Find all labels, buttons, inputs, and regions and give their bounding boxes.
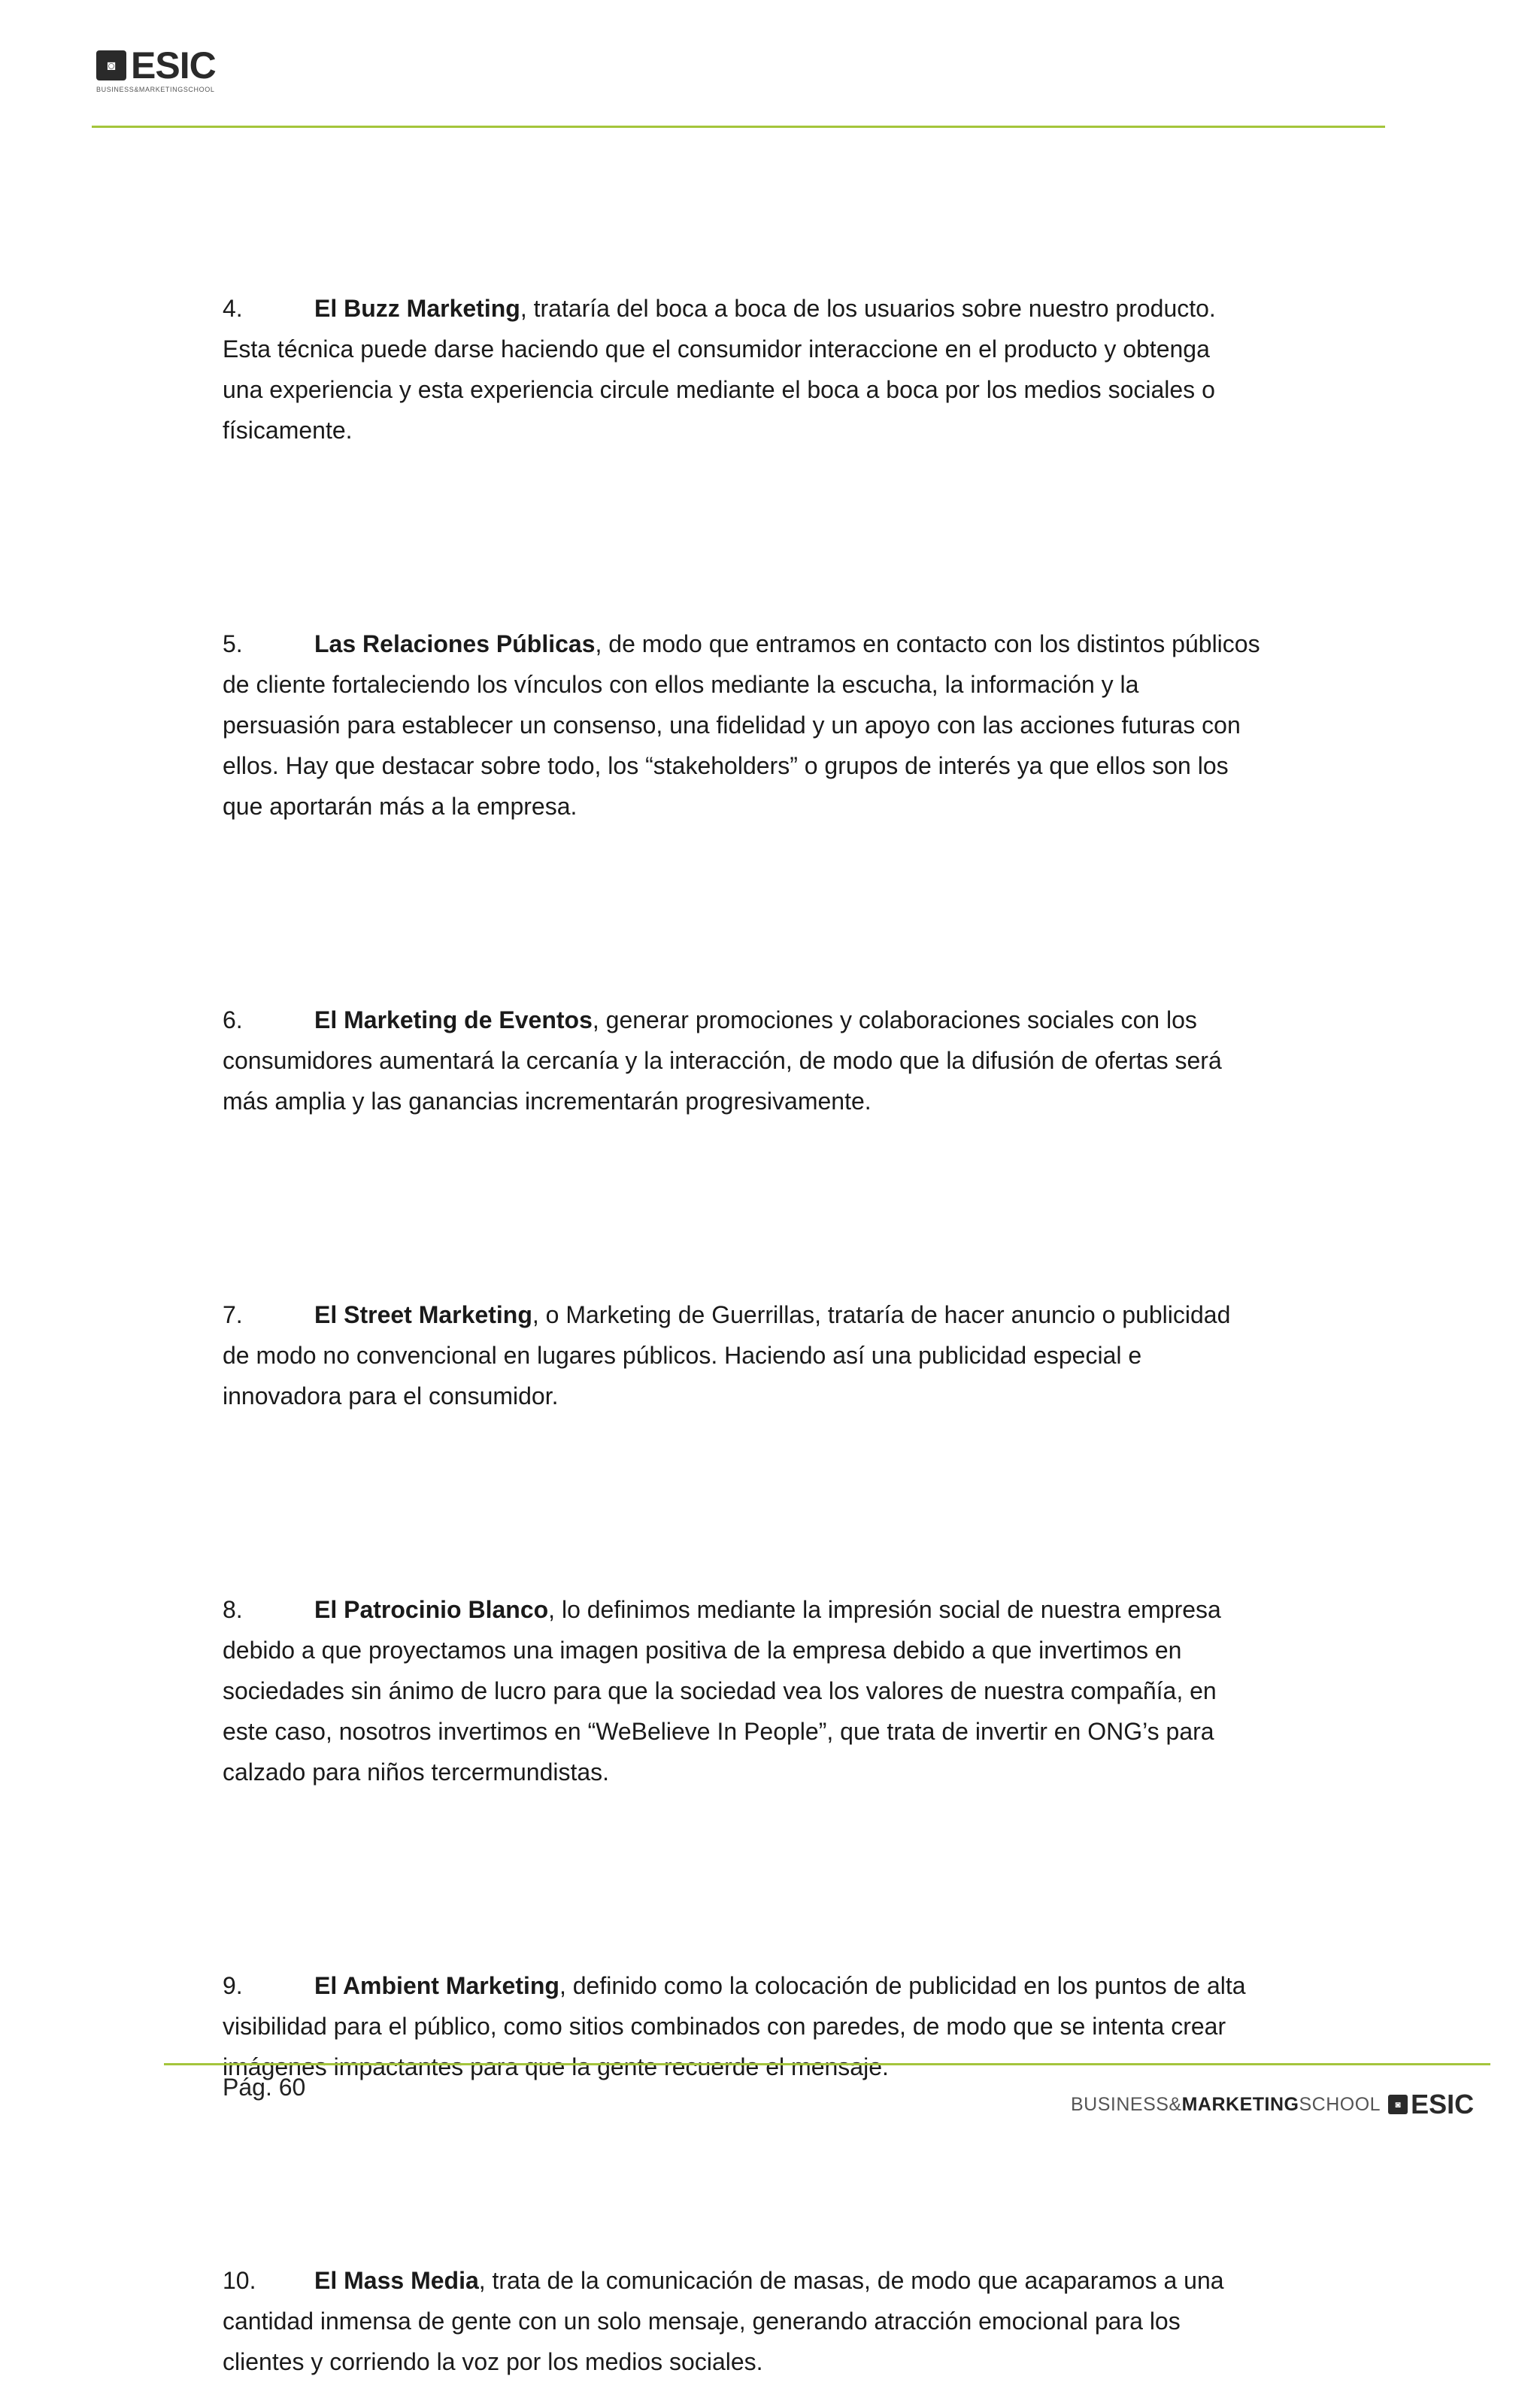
footer-logo <box>1388 2091 1474 2118</box>
item-spacer <box>223 1792 1351 1965</box>
item-text: calzado para niños tercermundistas. <box>223 1758 610 1786</box>
logo-text: ESIC <box>131 44 216 86</box>
item-spacer <box>223 1416 1351 1589</box>
item-number: 9. <box>223 1972 243 1999</box>
item-line <box>223 1376 1351 1416</box>
item-line <box>223 1630 1351 1670</box>
item-number: 5. <box>223 630 243 657</box>
item-spacer <box>223 827 1351 1000</box>
item-term: El Ambient Marketing <box>314 1972 559 1999</box>
item-text: más amplia y las ganancias incrementarán progresivamente. <box>223 1088 872 1115</box>
item-text: persuasión para establecer un consenso, una fidelidad y un apoyo con las acciones futuras con <box>223 712 1241 739</box>
footer-brand <box>1071 2091 1474 2118</box>
item-line <box>223 1752 1351 1792</box>
item-term: Las Relaciones Públicas <box>314 630 596 657</box>
item-line <box>223 1335 1351 1376</box>
item-line <box>223 1081 1351 1121</box>
item-line <box>223 369 1351 410</box>
list-item <box>223 288 1351 451</box>
item-line <box>223 410 1351 451</box>
item-text: , definido como la colocación de publicidad en los puntos de alta <box>559 1972 1246 1999</box>
item-text: clientes y corriendo la voz por los medios sociales. <box>223 2348 763 2375</box>
brand-school: SCHOOL <box>1299 2093 1381 2115</box>
item-term: El Mass Media <box>314 2267 479 2294</box>
list-item <box>223 1294 1351 1416</box>
logo-subtitle: BUSINESS&MARKETINGSCHOOL <box>96 86 215 93</box>
item-text: debido a que proyectamos una imagen positiva de la empresa debido a que invertimos en <box>223 1637 1182 1664</box>
logo-wordmark <box>96 44 216 86</box>
item-text: sociedades sin ánimo de lucro para que la sociedad vea los valores de nuestra compañía, en <box>223 1677 1217 1704</box>
item-text: de modo no convencional en lugares públicos. Haciendo así una publicidad especial e <box>223 1342 1142 1369</box>
item-text: este caso, nosotros invertimos en “WeBelieve In People”, que trata de invertir en ONG’s para <box>223 1718 1214 1745</box>
item-text: , trataría del boca a boca de los usuarios sobre nuestro producto. <box>520 295 1216 322</box>
item-number: 8. <box>223 1596 243 1623</box>
brand-business: BUSINESS& <box>1071 2093 1182 2115</box>
item-line <box>223 705 1351 745</box>
item-term: El Patrocinio Blanco <box>314 1596 549 1623</box>
item-number: 10. <box>223 2267 256 2294</box>
item-text: , de modo que entramos en contacto con los distintos públicos <box>595 630 1260 657</box>
item-text: físicamente. <box>223 417 353 444</box>
item-text: innovadora para el consumidor. <box>223 1382 559 1409</box>
item-line <box>223 1294 1351 1335</box>
item-line <box>223 1965 1351 2006</box>
body-content <box>223 288 1351 2382</box>
footer-divider <box>164 2063 1490 2065</box>
footer-brand-text <box>1071 2094 1381 2116</box>
item-number: 4. <box>223 295 243 322</box>
list-item <box>223 1965 1351 2087</box>
item-text: , generar promociones y colaboraciones sociales con los <box>592 1006 1197 1033</box>
item-line <box>223 2301 1351 2341</box>
item-text: cantidad inmensa de gente con un solo mensaje, generando atracción emocional para los <box>223 2308 1181 2335</box>
item-number: 6. <box>223 1006 243 1033</box>
item-line <box>223 2006 1351 2047</box>
item-spacer <box>223 451 1351 624</box>
item-text: , lo definimos mediante la impresión social de nuestra empresa <box>548 1596 1221 1623</box>
list-item <box>223 1589 1351 1792</box>
item-line <box>223 1711 1351 1752</box>
item-line <box>223 786 1351 827</box>
item-line <box>223 624 1351 664</box>
item-text: de cliente fortaleciendo los vínculos con ellos mediante la escucha, la información y la <box>223 671 1139 698</box>
item-line <box>223 745 1351 786</box>
item-text: ellos. Hay que destacar sobre todo, los “stakeholders” o grupos de interés ya que ellos son los <box>223 752 1229 779</box>
item-line <box>223 1589 1351 1630</box>
item-line <box>223 664 1351 705</box>
page-number: Pág. 60 <box>223 2074 306 2101</box>
item-text: Esta técnica puede darse haciendo que el consumidor interaccione en el producto y obtenga <box>223 335 1210 363</box>
item-text: imágenes impactantes para que la gente recuerde el mensaje. <box>223 2053 889 2080</box>
item-line <box>223 1040 1351 1081</box>
item-line <box>223 2047 1351 2087</box>
item-text: consumidores aumentará la cercanía y la interacción, de modo que la difusión de ofertas será <box>223 1047 1222 1074</box>
header-divider <box>92 126 1385 128</box>
item-text: , trata de la comunicación de masas, de modo que acaparamos a una <box>478 2267 1224 2294</box>
item-text: , o Marketing de Guerrillas, trataría de hacer anuncio o publicidad <box>532 1301 1231 1328</box>
item-text: visibilidad para el público, como sitios combinados con paredes, de modo que se intenta crear <box>223 2013 1226 2040</box>
item-text: una experiencia y esta experiencia circule mediante el boca a boca por los medios sociales o <box>223 376 1215 403</box>
item-number: 7. <box>223 1301 243 1328</box>
item-spacer <box>223 1121 1351 1294</box>
item-term: El Street Marketing <box>314 1301 532 1328</box>
list-item <box>223 2260 1351 2382</box>
list-item <box>223 624 1351 827</box>
esic-emblem-icon: ◙ <box>1388 2095 1408 2114</box>
brand-marketing: MARKETING <box>1181 2093 1299 2115</box>
item-line <box>223 329 1351 369</box>
header-logo <box>90 44 241 98</box>
item-term: El Marketing de Eventos <box>314 1006 593 1033</box>
item-line <box>223 2341 1351 2382</box>
esic-emblem-icon: ◙ <box>96 50 126 80</box>
item-line <box>223 1670 1351 1711</box>
footer-logo-text: ESIC <box>1411 2089 1475 2120</box>
item-line <box>223 2260 1351 2301</box>
item-line <box>223 1000 1351 1040</box>
item-term: El Buzz Marketing <box>314 295 520 322</box>
item-text: que aportarán más a la empresa. <box>223 793 578 820</box>
list-item <box>223 1000 1351 1121</box>
item-line <box>223 288 1351 329</box>
